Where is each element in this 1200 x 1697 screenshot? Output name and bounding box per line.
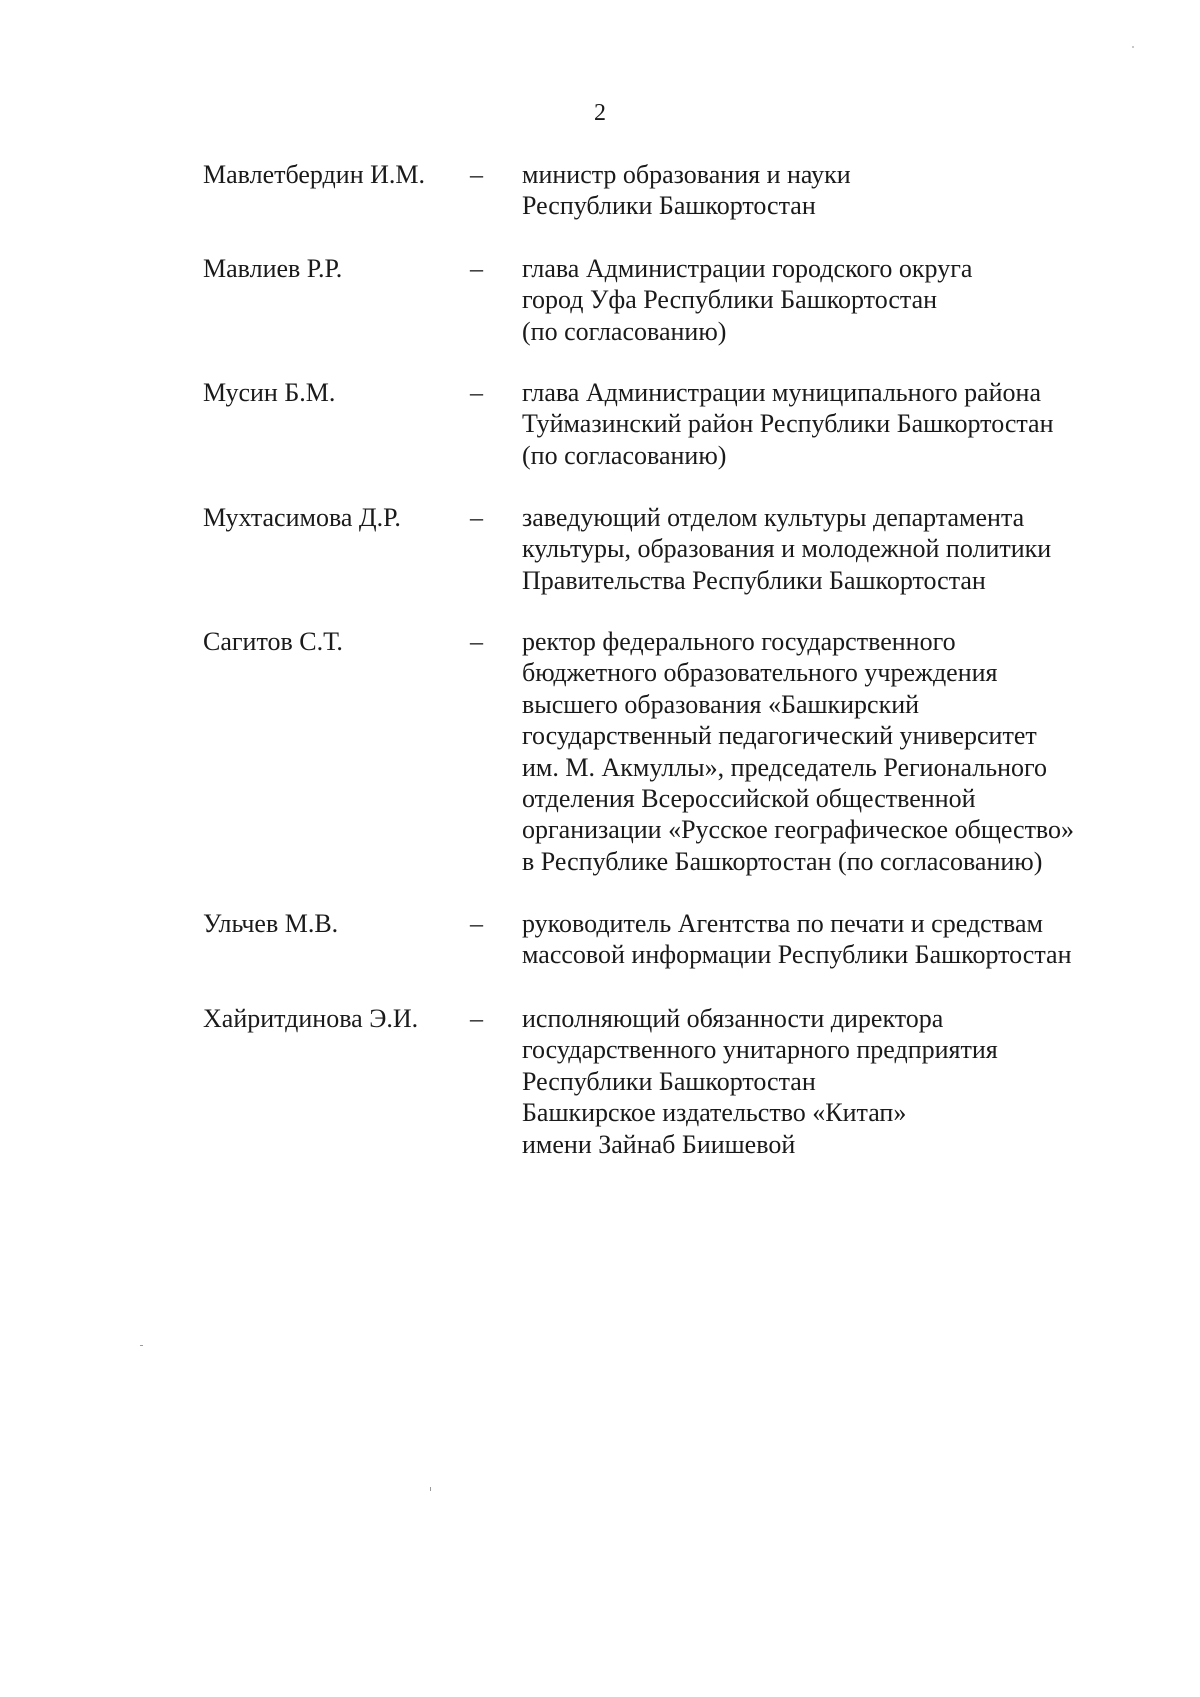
member-position [522, 1003, 1122, 1160]
position-line: Правительства Республики Башкортостан [522, 565, 986, 595]
position-line: (по согласованию) [522, 316, 727, 346]
position-line: государственный педагогический университет [522, 721, 1037, 751]
scan-speck [430, 1487, 431, 1491]
position-line: массовой информации Республики Башкортостан [522, 940, 1072, 970]
member-position [522, 626, 1122, 877]
position-line: Республики Башкортостан [522, 191, 816, 221]
position-line: глава Администрации муниципального района [522, 378, 1041, 407]
position-line: ректор федерального государственного [522, 627, 956, 656]
dash-separator: – [470, 1004, 483, 1033]
position-line: руководитель Агентства по печати и средствам [522, 909, 1043, 938]
dash-separator: – [470, 503, 483, 532]
dash-separator: – [470, 378, 483, 407]
position-line: исполняющий обязанности директора [522, 1004, 944, 1033]
member-name: Мухтасимова Д.Р. [203, 503, 401, 532]
position-line: имени Зайнаб Биишевой [522, 1129, 796, 1159]
member-position [522, 159, 1122, 222]
position-line: организации «Русское географическое общество» [522, 815, 1075, 845]
dash-separator: – [470, 254, 483, 283]
dash-separator: – [470, 627, 483, 656]
position-line: отделения Всероссийской общественной [522, 784, 976, 814]
position-line: культуры, образования и молодежной политики [522, 534, 1052, 564]
scan-speck [1132, 46, 1134, 48]
position-line: министр образования и науки [522, 160, 851, 189]
member-name: Мавлетбердин И.М. [203, 160, 426, 189]
member-position [522, 253, 1122, 347]
position-line: (по согласованию) [522, 440, 727, 470]
dash-separator: – [470, 909, 483, 938]
member-position [522, 377, 1122, 471]
scan-speck [140, 1345, 143, 1346]
member-position [522, 502, 1122, 596]
member-name: Хайритдинова Э.И. [203, 1004, 419, 1033]
position-line: глава Администрации городского округа [522, 254, 973, 283]
position-line: высшего образования «Башкирский [522, 689, 920, 719]
page-number: 2 [594, 100, 606, 126]
position-line: бюджетного образовательного учреждения [522, 658, 998, 688]
member-name: Сагитов С.Т. [203, 627, 343, 656]
position-line: государственного унитарного предприятия [522, 1035, 998, 1065]
position-line: заведующий отделом культуры департамента [522, 503, 1025, 532]
position-line: им. М. Акмуллы», председатель Регионального [522, 752, 1048, 782]
position-line: Башкирское издательство «Китап» [522, 1098, 907, 1128]
position-line: город Уфа Республики Башкортостан [522, 285, 938, 315]
position-line: в Республике Башкортостан (по согласованию) [522, 846, 1043, 876]
position-line: Туймазинский район Республики Башкортостан [522, 409, 1054, 439]
member-name: Ульчев М.В. [203, 909, 339, 938]
member-position [522, 908, 1122, 971]
position-line: Республики Башкортостан [522, 1066, 816, 1096]
member-name: Мусин Б.М. [203, 378, 336, 407]
dash-separator: – [470, 160, 483, 189]
member-name: Мавлиев Р.Р. [203, 254, 343, 283]
